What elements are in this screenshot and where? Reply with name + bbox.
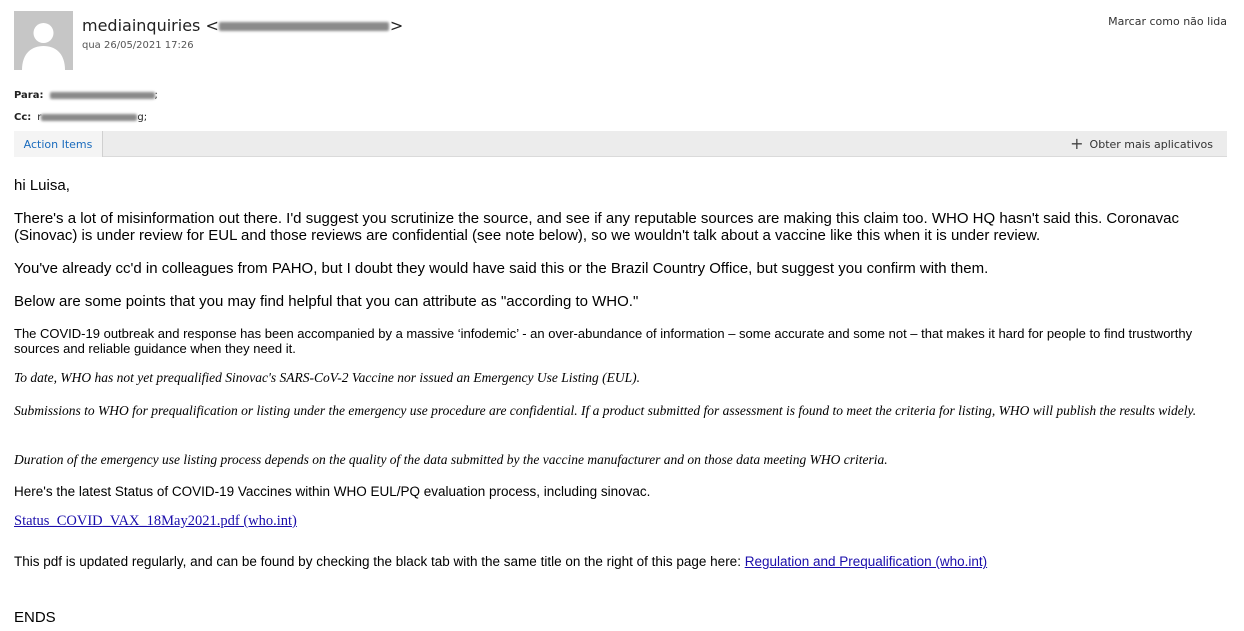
avatar [14,11,73,70]
to-label: Para: [14,90,44,101]
redacted-cc-recipient [41,114,137,121]
paragraph-infodemic: The COVID-19 outbreak and response has been accompanied by a massive ‘infodemic’ - an over-abundance of information – some accurate and some not – that makes it hard for people to find trustworthy sources and reliable guidance when they need it. [14,326,1193,356]
paragraph-paho: You've already cc'd in colleagues from PAHO, but I doubt they would have said this or the Brazil Country Office, but suggest you confirm with them. [14,260,989,277]
paragraph-pdf-updated [14,554,1230,569]
plus-icon: + [1070,134,1084,153]
paragraph-confidential: Submissions to WHO for prequalification or listing under the emergency use procedure are confidential. If a product submitted for assessment is found to meet the criteria for listing, WHO will publish the results widely. [14,403,1197,418]
cc-label: Cc: [14,112,32,123]
pdf-updated-text: This pdf is updated regularly, and can be found by checking the black tab with the same title on the right of this page here: [14,554,745,569]
to-row [14,90,158,101]
cc-suffix: g; [137,112,148,123]
mark-unread-button[interactable]: Marcar como não lida [1108,15,1227,28]
paragraph-duration: Duration of the emergency use listing process depends on the quality of the data submitted by the vaccine manufacturer and on those data meeting WHO criteria. [14,452,888,467]
paragraph-not-prequalified: To date, WHO has not yet prequalified Sinovac's SARS-CoV-2 Vaccine nor issued an Emergency Use Listing (EUL). [14,370,641,385]
sender-address-open: < [205,16,219,35]
paragraph-misinformation: There's a lot of misinformation out there. I'd suggest you scrutinize the source, and see if any reputable sources are making this claim too. WHO HQ hasn't said this. Coronavac (Sinovac) is under review for EUL and those reviews are confidential (see note below), so we wouldn't talk about a vaccine like this when it is under review. [14,210,1179,244]
sender-name: mediainquiries [82,16,201,35]
default-user-icon [14,11,73,70]
cc-row [14,112,147,123]
paragraph-attribution: Below are some points that you may find helpful that you can attribute as "according to WHO." [14,293,639,310]
cc-prefix: r [37,112,42,123]
get-more-apps-button[interactable] [1070,131,1213,157]
sender-line [82,16,403,35]
greeting: hi Luisa, [14,177,70,194]
redacted-to-recipient [50,92,155,99]
paragraph-status: Here's the latest Status of COVID-19 Vaccines within WHO EUL/PQ evaluation process, including sinovac. [14,484,651,499]
status-pdf-link[interactable]: Status_COVID_VAX_18May2021.pdf (who.int) [14,513,297,529]
sent-date: qua 26/05/2021 17:26 [82,40,194,51]
regulation-prequalification-link[interactable]: Regulation and Prequalification (who.int) [744,554,988,569]
to-suffix: ; [154,90,158,101]
ends-text: ENDS [14,609,56,626]
redacted-sender-address [219,22,389,31]
status-link-row [14,512,1230,530]
apps-bar [14,131,1227,157]
get-more-apps-label: Obter mais aplicativos [1089,137,1213,151]
sender-address-close: > [389,16,404,35]
tab-action-items[interactable]: Action Items [14,131,103,157]
